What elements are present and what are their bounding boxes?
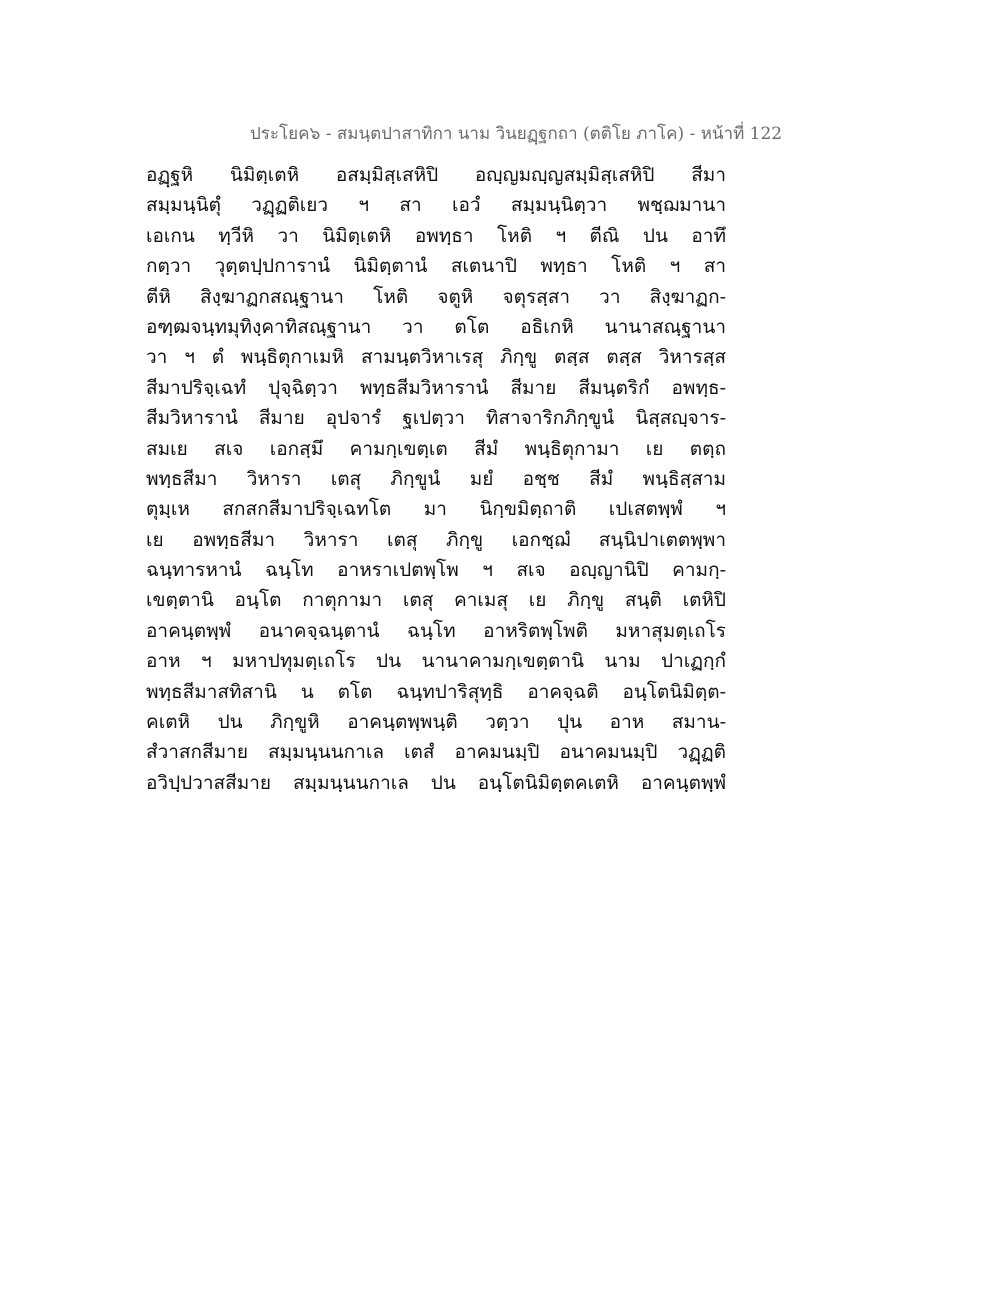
text-line: พทฺธสีมาสทิสานิ น ตโต ฉนฺทปาริสุทฺธิ อาคจฺฉติ อนฺโตนิมิตฺต-	[146, 680, 726, 703]
text-line: เอเกน ทฺวีหิ วา นิมิตฺเตหิ อพทฺธา โหติ ฯ ตีณิ ปน อาทึ	[146, 224, 726, 247]
text-line: ตีหิ สิงฺฆาฏกสณฺฐานา โหติ จตูหิ จตุรสฺสา วา สิงฺฆาฏก-	[146, 285, 726, 308]
text-line: พทฺธสีมา วิหารา เตสุ ภิกฺขูนํ มยํ อชฺช สีมํ พนฺธิสฺสาม	[146, 467, 726, 490]
text-line: สํวาสกสีมาย สมฺมนฺนนกาเล เตสํ อาคมนมฺปิ อนาคมนมฺปิ วฏฺฏติ	[146, 741, 726, 764]
text-line: คเตหิ ปน ภิกฺขูหิ อาคนฺตพฺพนฺติ วตฺวา ปุน อาห สมาน-	[146, 711, 726, 734]
running-header: ประโยค๖ - สมนฺตปาสาทิกา นาม วินยฏฺฐกถา (ตติโย ภาโค) - หน้าที่ 122	[250, 124, 783, 144]
text-line: อฑฺฒจนฺทมุทิงฺคาทิสณฺฐานา วา ตโต อธิเกหิ นานาสณฺฐานา	[146, 315, 726, 338]
text-line: อวิปฺปวาสสีมาย สมฺมนฺนนกาเล ปน อนฺโตนิมิตฺตคเตหิ อาคนฺตพฺพํ	[146, 771, 726, 794]
text-line: เขตฺตานิ อนฺโต กาตุกามา เตสุ คาเมสุ เย ภิกฺขู สนฺติ เตหิปิ	[146, 589, 726, 612]
text-line: เย อพทฺธสีมา วิหารา เตสุ ภิกฺขู เอกชฺฌํ สนฺนิปาเตตพฺพา	[146, 528, 726, 551]
text-line: วา ฯ ตํ พนฺธิตุกาเมหิ สามนฺตวิหาเรสุ ภิกฺขู ตสฺส ตสฺส วิหารสฺส	[146, 346, 726, 369]
text-line: ตุมฺเห สกสกสีมาปริจฺเฉทโต มา นิกฺขมิตฺถาติ เปเสตพฺพํ ฯ	[146, 498, 726, 521]
text-line: สมฺมนฺนิตุํ วฏฺฏติเยว ฯ สา เอวํ สมฺมนฺนิตฺวา พชฺฌมานา	[146, 194, 726, 217]
text-line: สีมาปริจฺเฉทํ ปุจฺฉิตฺวา พทฺธสีมวิหารานํ สีมาย สีมนฺตริกํ อพทฺธ-	[146, 376, 726, 399]
text-line: กตฺวา วุตฺตปฺปการานํ นิมิตฺตานํ สเตนาปิ พทฺธา โหติ ฯ สา	[146, 255, 726, 278]
text-line: สีมวิหารานํ สีมาย อุปจารํ ฐเปตฺวา ทิสาจาริกภิกฺขูนํ นิสฺสญฺจาร-	[146, 407, 726, 430]
text-line: อฏฺฐหิ นิมิตฺเตหิ อสมฺมิสฺเสหิปิ อญฺญมญฺญสมฺมิสฺเสหิปิ สีมา	[146, 164, 726, 186]
text-line: ฉนฺทารหานํ ฉนฺโท อาหราเปตพฺโพ ฯ สเจ อญฺญานิปิ คามกฺ-	[146, 559, 726, 582]
text-line: สมเย สเจ เอกสฺมึ คามกฺเขตฺเต สีมํ พนฺธิตุกามา เย ตตฺถ	[146, 437, 726, 460]
text-line: อาคนฺตพฺพํ อนาคจฺฉนฺตานํ ฉนฺโท อาหริตพฺโพติ มหาสุมตฺเถโร	[146, 619, 726, 642]
text-line: อาห ฯ มหาปทุมตฺเถโร ปน นานาคามกฺเขตฺตานิ นาม ปาเฏกฺกํ	[146, 650, 726, 673]
body-text	[146, 160, 726, 798]
